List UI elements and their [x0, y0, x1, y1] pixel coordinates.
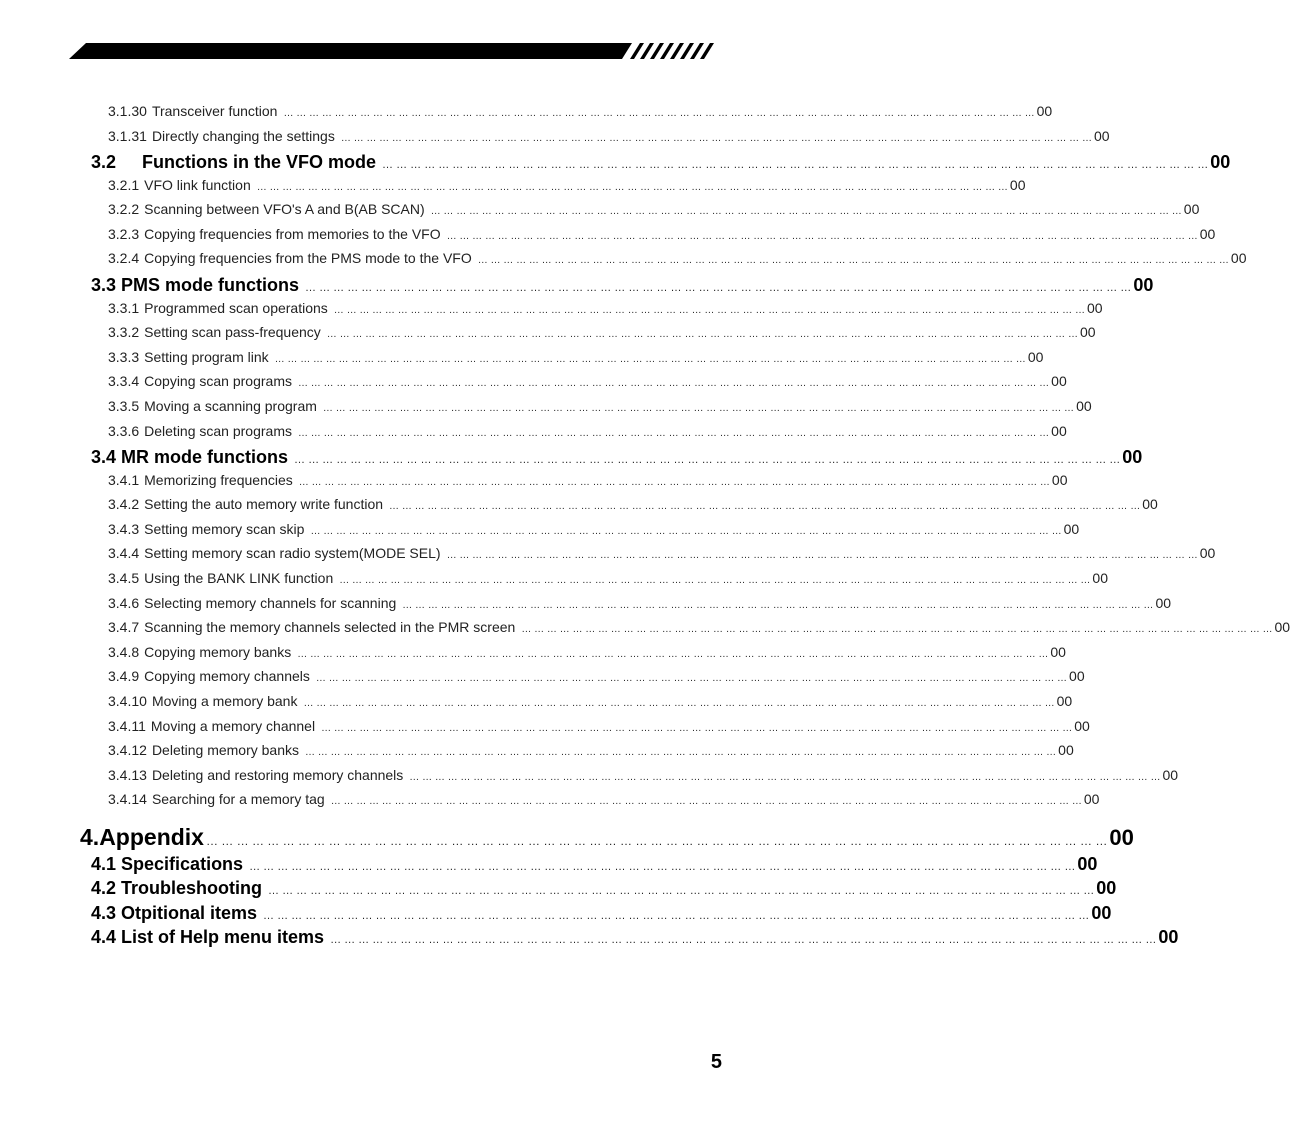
toc-entry	[108, 127, 1110, 153]
toc-entry	[108, 717, 1090, 743]
toc-entry	[108, 373, 1067, 398]
toc-entry-title: Specifications	[121, 853, 244, 874]
toc-entry-title: Otpitional items	[121, 902, 258, 923]
toc-entry-number: 3.4.1	[108, 471, 140, 488]
toc-entry	[108, 766, 1179, 792]
toc-entry-number: 3.3.4	[108, 373, 140, 390]
toc-entry-title: Functions in the VFO mode	[142, 152, 377, 173]
toc-entry-number: 3.4.11	[108, 717, 146, 734]
toc-leader-dots: … … … … … … … … … … … … … … … … … … … … … … … … … … … … … … … … … … … … … … … … … … … … … … … … … … … … … … … … … … …	[315, 673, 1068, 685]
toc-entry-title: Setting memory scan radio system(MODE SEL)	[144, 545, 441, 562]
toc-leader-dots: … … … … … … … … … … … … … … … … … … … … … … … … … … … … … … … … … … … … … … … … … … … … … … … … … … … … … … … … … … …	[205, 833, 1108, 848]
toc-entry-title: Deleting and restoring memory channels	[151, 766, 404, 783]
toc-entry-number: 3.2.1	[108, 176, 140, 193]
toc-entry-number: 3.4.6	[108, 594, 140, 611]
toc-entry-page: 00	[1069, 668, 1085, 685]
toc-entry	[108, 619, 1290, 644]
toc-entry-title: Appendix	[99, 823, 204, 850]
toc-entry-title: Programmed scan operations	[144, 299, 328, 316]
toc-entry-number: 3.2.2	[108, 201, 140, 218]
toc-entry-page: 00	[1076, 397, 1092, 414]
toc-entry-page: 00	[1091, 902, 1112, 923]
toc-leader-dots: … … … … … … … … … … … … … … … … … … … … … … … … … … … … … … … … … … … … … … … … … … … … … … … … … … … … … … … … … … …	[477, 255, 1229, 267]
toc-entry	[108, 471, 1068, 497]
toc-entry-title: List of Help menu items	[121, 927, 325, 948]
toc-entry-title: Setting program link	[144, 348, 269, 365]
toc-entry-page: 00	[1109, 824, 1134, 850]
table-of-contents	[0, 103, 1290, 952]
toc-entry-page: 00	[1122, 447, 1143, 468]
toc-entry-title: Scanning between VFO's A and B(AB SCAN)	[144, 201, 425, 218]
toc-leader-dots: … … … … … … … … … … … … … … … … … … … … … … … … … … … … … … … … … … … … … … … … … … … … … … … … … … … … … … … … … … …	[382, 159, 1209, 172]
toc-entry	[91, 878, 1117, 903]
toc-leader-dots: … … … … … … … … … … … … … … … … … … … … … … … … … … … … … … … … … … … … … … … … … … … … … … … … … … … … … … … … … … …	[340, 132, 1092, 144]
toc-entry-number: 3.3.3	[108, 348, 140, 365]
toc-entry-number: 3.3	[91, 275, 117, 296]
toc-entry	[91, 447, 1143, 472]
toc-entry-title: Setting the auto memory write function	[144, 496, 384, 513]
toc-entry-number: 3.3.2	[108, 324, 140, 341]
toc-entry-number: 3.2.3	[108, 225, 140, 242]
toc-entry	[108, 594, 1172, 620]
toc-entry-title: Using the BANK LINK function	[144, 570, 334, 586]
header-decoration	[0, 0, 789, 70]
toc-entry	[108, 397, 1092, 423]
toc-entry-page: 00	[1092, 570, 1108, 586]
toc-entry-title: Copying scan programs	[144, 373, 292, 390]
toc-entry	[108, 570, 1108, 595]
toc-entry	[91, 927, 1179, 952]
toc-entry	[108, 668, 1085, 693]
toc-entry-page: 00	[1230, 250, 1247, 267]
toc-entry	[91, 152, 1231, 177]
toc-entry-page: 00	[1079, 324, 1096, 341]
toc-entry-title: Moving a memory bank	[151, 692, 298, 709]
toc-entry-title: Moving a scanning program	[144, 397, 317, 414]
toc-entry	[108, 299, 1103, 325]
toc-leader-dots: … … … … … … … … … … … … … … … … … … … … … … … … … … … … … … … … … … … … … … … … … … … … … … … … … … … … … … … … … … …	[322, 402, 1075, 414]
toc-leader-dots: … … … … … … … … … … … … … … … … … … … … … … … … … … … … … … … … … … … … … … … … … … … … … … … … … … … … … … … … … … …	[446, 550, 1198, 562]
toc-entry-number: 3.3.6	[108, 422, 140, 439]
toc-entry-title: Setting memory scan skip	[144, 520, 305, 537]
toc-entry-page: 00	[1083, 791, 1100, 808]
toc-entry	[108, 643, 1066, 669]
page-number: 5	[710, 1051, 722, 1073]
toc-leader-dots: … … … … … … … … … … … … … … … … … … … … … … … … … … … … … … … … … … … … … … … … … … … … … … … … … … … … … … … … … … …	[409, 771, 1161, 783]
toc-entry-page: 00	[1096, 878, 1117, 899]
toc-entry-number: 4.1	[91, 853, 117, 874]
toc-leader-dots: … … … … … … … … … … … … … … … … … … … … … … … … … … … … … … … … … … … … … … … … … … … … … … … … … … … … … … … … … … …	[330, 934, 1157, 947]
toc-leader-dots: … … … … … … … … … … … … … … … … … … … … … … … … … … … … … … … … … … … … … … … … … … … … … … … … … … … … … … … … … … …	[256, 181, 1008, 193]
toc-leader-dots: … … … … … … … … … … … … … … … … … … … … … … … … … … … … … … … … … … … … … … … … … … … … … … … … … … … … … … … … … … …	[305, 282, 1132, 295]
toc-leader-dots: … … … … … … … … … … … … … … … … … … … … … … … … … … … … … … … … … … … … … … … … … … … … … … … … … … … … … … … … … … …	[402, 599, 1154, 611]
toc-leader-dots: … … … … … … … … … … … … … … … … … … … … … … … … … … … … … … … … … … … … … … … … … … … … … … … … … … … … … … … … … … …	[339, 575, 1091, 586]
toc-leader-dots: … … … … … … … … … … … … … … … … … … … … … … … … … … … … … … … … … … … … … … … … … … … … … … … … … … … … … … … … … … …	[298, 378, 1050, 390]
toc-entry-page: 00	[1036, 103, 1053, 119]
toc-entry-title: Copying memory channels	[144, 668, 310, 685]
toc-entry	[108, 348, 1044, 374]
toc-entry-page: 00	[1074, 717, 1090, 734]
toc-entry-page: 00	[1142, 496, 1158, 513]
toc-entry-number: 3.4.7	[108, 619, 140, 636]
toc-entry-page: 00	[1274, 619, 1290, 636]
toc-entry-page: 00	[1056, 692, 1073, 709]
toc-entry-number: 3.1.31	[108, 127, 147, 144]
toc-entry	[108, 225, 1216, 251]
toc-leader-dots: … … … … … … … … … … … … … … … … … … … … … … … … … … … … … … … … … … … … … … … … … … … … … … … … … … … … … … … … … … …	[330, 796, 1082, 808]
toc-entry-title: Deleting memory banks	[151, 742, 299, 759]
toc-entry-page: 00	[1009, 176, 1026, 193]
toc-leader-dots: … … … … … … … … … … … … … … … … … … … … … … … … … … … … … … … … … … … … … … … … … … … … … … … … … … … … … … … … … … …	[389, 501, 1141, 513]
toc-leader-dots: … … … … … … … … … … … … … … … … … … … … … … … … … … … … … … … … … … … … … … … … … … … … … … … … … … … … … … … … … … …	[298, 427, 1050, 439]
toc-entry-title: Directly changing the settings	[151, 127, 335, 144]
toc-entry-number: 3.4.8	[108, 643, 140, 660]
toc-entry-number: 3.4.14	[108, 791, 147, 808]
toc-entry	[91, 853, 1098, 879]
toc-leader-dots: … … … … … … … … … … … … … … … … … … … … … … … … … … … … … … … … … … … … … … … … … … … … … … … … … … … … … … … … … … …	[274, 353, 1026, 365]
toc-entry-title: Searching for a memory tag	[151, 791, 325, 808]
toc-entry-number: 3.4.9	[108, 668, 140, 685]
toc-entry-page: 00	[1158, 927, 1179, 948]
toc-entry-page: 00	[1050, 643, 1066, 660]
toc-entry-title: Transceiver function	[151, 103, 278, 119]
toc-entry-page: 00	[1199, 545, 1216, 562]
toc-entry-number: 3.4.12	[108, 742, 147, 759]
toc-entry	[108, 742, 1074, 767]
toc-entry-number: 4.4	[91, 927, 117, 948]
toc-entry-number: 3.4.10	[108, 692, 147, 709]
toc-leader-dots: … … … … … … … … … … … … … … … … … … … … … … … … … … … … … … … … … … … … … … … … … … … … … … … … … … … … … … … … … … …	[305, 747, 1057, 759]
toc-entry-title: Troubleshooting	[121, 878, 263, 899]
toc-entry	[80, 823, 1134, 854]
toc-entry	[108, 520, 1080, 546]
toc-leader-dots: … … … … … … … … … … … … … … … … … … … … … … … … … … … … … … … … … … … … … … … … … … … … … … … … … … … … … … … … … … …	[294, 454, 1121, 467]
toc-entry	[108, 496, 1158, 521]
toc-entry-number: 4.3	[91, 902, 117, 923]
toc-entry-number: 3.2	[91, 152, 117, 173]
toc-entry-page: 00	[1155, 594, 1172, 611]
toc-entry-number: 3.3.5	[108, 397, 140, 414]
toc-entry-page: 00	[1162, 766, 1179, 783]
toc-leader-dots: … … … … … … … … … … … … … … … … … … … … … … … … … … … … … … … … … … … … … … … … … … … … … … … … … … … … … … … … … … …	[326, 329, 1078, 341]
toc-leader-dots: … … … … … … … … … … … … … … … … … … … … … … … … … … … … … … … … … … … … … … … … … … … … … … … … … … … … … … … … … … …	[333, 304, 1085, 316]
toc-leader-dots: … … … … … … … … … … … … … … … … … … … … … … … … … … … … … … … … … … … … … … … … … … … … … … … … … … … … … … … … … … …	[298, 476, 1050, 488]
toc-leader-dots: … … … … … … … … … … … … … … … … … … … … … … … … … … … … … … … … … … … … … … … … … … … … … … … … … … … … … … … … … … …	[297, 648, 1049, 660]
toc-entry-title: VFO link function	[144, 176, 251, 193]
toc-entry-number: 3.2.4	[108, 250, 140, 267]
toc-entry-title: Memorizing frequencies	[144, 471, 293, 488]
toc-entry-page: 00	[1051, 422, 1067, 439]
toc-entry-page: 00	[1199, 225, 1216, 242]
toc-entry	[108, 201, 1200, 226]
toc-entry-title: Copying frequencies from the PMS mode to the VFO	[144, 250, 472, 267]
toc-entry-number: 3.1.30	[108, 103, 147, 119]
toc-entry-title: Copying frequencies from memories to the VFO	[144, 225, 441, 242]
toc-entry	[108, 176, 1026, 202]
toc-entry-page: 00	[1210, 152, 1231, 173]
toc-entry-number: 4.	[80, 823, 100, 850]
toc-entry	[91, 275, 1154, 300]
toc-entry-title: Setting scan pass-frequency	[144, 324, 321, 341]
toc-leader-dots: … … … … … … … … … … … … … … … … … … … … … … … … … … … … … … … … … … … … … … … … … … … … … … … … … … … … … … … … … … …	[310, 525, 1062, 537]
toc-entry-title: Moving a memory channel	[150, 717, 316, 734]
toc-entry-number: 3.4.5	[108, 570, 140, 586]
toc-entry-page: 00	[1051, 373, 1067, 390]
toc-entry-title: PMS mode functions	[121, 275, 300, 296]
toc-entry-title: Deleting scan programs	[144, 422, 292, 439]
toc-leader-dots: … … … … … … … … … … … … … … … … … … … … … … … … … … … … … … … … … … … … … … … … … … … … … … … … … … … … … … … … … … …	[321, 722, 1073, 734]
toc-entry-page: 00	[1183, 201, 1200, 218]
toc-leader-dots: … … … … … … … … … … … … … … … … … … … … … … … … … … … … … … … … … … … … … … … … … … … … … … … … … … … … … … … … … … …	[446, 230, 1198, 242]
toc-entry-number: 3.4.3	[108, 520, 140, 537]
toc-entry	[91, 902, 1112, 928]
toc-entry-page: 00	[1077, 853, 1098, 874]
toc-entry-number: 3.4.4	[108, 545, 140, 562]
toc-leader-dots: … … … … … … … … … … … … … … … … … … … … … … … … … … … … … … … … … … … … … … … … … … … … … … … … … … … … … … … … … … …	[268, 885, 1095, 898]
toc-entry-page: 00	[1063, 520, 1080, 537]
toc-entry-number: 3.3.1	[108, 299, 140, 316]
toc-entry-page: 00	[1086, 299, 1103, 316]
toc-entry	[108, 692, 1073, 718]
toc-entry	[108, 545, 1216, 570]
toc-entry-title: Selecting memory channels for scanning	[144, 594, 397, 611]
toc-entry-page: 00	[1133, 275, 1154, 296]
toc-entry-page: 00	[1027, 348, 1044, 365]
toc-entry-title: MR mode functions	[121, 447, 289, 468]
toc-entry-title: Scanning the memory channels selected in the PMR screen	[144, 619, 516, 636]
toc-leader-dots: … … … … … … … … … … … … … … … … … … … … … … … … … … … … … … … … … … … … … … … … … … … … … … … … … … … … … … … … … … …	[283, 108, 1035, 119]
toc-entry	[108, 103, 1053, 128]
toc-entry	[108, 791, 1100, 816]
toc-leader-dots: … … … … … … … … … … … … … … … … … … … … … … … … … … … … … … … … … … … … … … … … … … … … … … … … … … … … … … … … … … …	[263, 909, 1090, 922]
toc-leader-dots: … … … … … … … … … … … … … … … … … … … … … … … … … … … … … … … … … … … … … … … … … … … … … … … … … … … … … … … … … … …	[430, 206, 1182, 218]
toc-entry	[108, 324, 1096, 349]
toc-leader-dots: … … … … … … … … … … … … … … … … … … … … … … … … … … … … … … … … … … … … … … … … … … … … … … … … … … … … … … … … … … …	[521, 624, 1273, 636]
toc-entry-number: 3.4	[91, 447, 117, 468]
toc-entry-number: 3.4.2	[108, 496, 140, 513]
toc-entry-title: Copying memory banks	[144, 643, 292, 660]
toc-entry-number: 3.4.13	[108, 766, 147, 783]
toc-entry-number: 4.2	[91, 878, 117, 899]
toc-entry	[108, 422, 1067, 448]
toc-entry	[108, 250, 1247, 275]
toc-entry-page: 00	[1058, 742, 1074, 759]
toc-leader-dots: … … … … … … … … … … … … … … … … … … … … … … … … … … … … … … … … … … … … … … … … … … … … … … … … … … … … … … … … … … …	[303, 697, 1055, 709]
toc-entry-page: 00	[1093, 127, 1110, 144]
toc-entry-page: 00	[1051, 471, 1068, 488]
toc-leader-dots: … … … … … … … … … … … … … … … … … … … … … … … … … … … … … … … … … … … … … … … … … … … … … … … … … … … … … … … … … … …	[249, 860, 1076, 873]
